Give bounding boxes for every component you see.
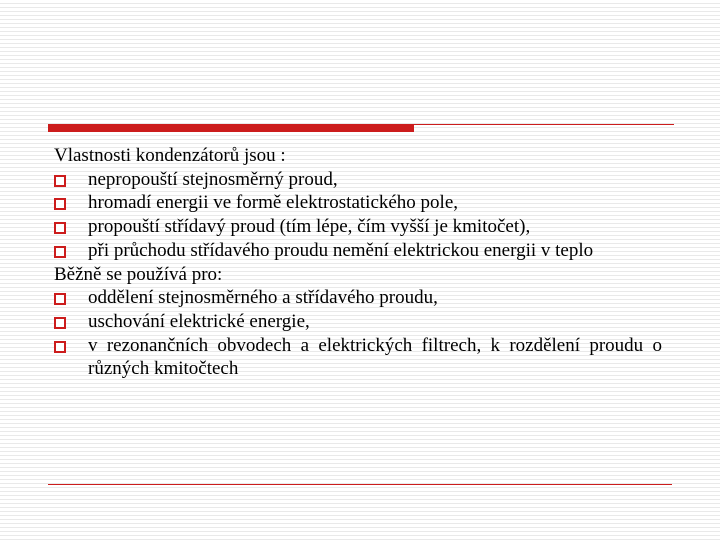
- list-item: [54, 286, 662, 310]
- hollow-square-bullet-icon: [54, 222, 66, 234]
- top-divider-accent: [48, 124, 414, 132]
- list-item-text: oddělení stejnosměrného a střídavého proudu,: [88, 287, 438, 309]
- hollow-square-bullet-icon: [54, 198, 66, 210]
- list-item-text: při průchodu střídavého proudu nemění elektrickou energii v teplo: [88, 239, 594, 261]
- list-item: [54, 168, 662, 192]
- list-item-text: uschování elektrické energie,: [88, 310, 310, 332]
- top-divider-line: [414, 124, 674, 125]
- hollow-square-bullet-icon: [54, 175, 66, 187]
- bottom-divider: [48, 484, 672, 485]
- usage-list: [54, 286, 662, 381]
- hollow-square-bullet-icon: [54, 246, 66, 258]
- usage-heading: Běžně se používá pro:: [54, 263, 223, 285]
- list-item-text: v rezonančních obvodech a elektrických filtrech, k rozdělení proudu o různých kmitočtech: [88, 334, 662, 380]
- list-item: [54, 239, 662, 263]
- hollow-square-bullet-icon: [54, 317, 66, 329]
- list-item-text: nepropouští stejnosměrný proud,: [88, 168, 338, 190]
- list-item: [54, 191, 662, 215]
- list-item: [54, 310, 662, 334]
- properties-heading: Vlastnosti kondenzátorů jsou :: [54, 145, 286, 166]
- top-divider: [48, 124, 674, 132]
- list-item-text: propouští střídavý proud (tím lépe, čím vyšší je kmitočet),: [88, 216, 531, 238]
- list-item: [54, 334, 662, 381]
- list-item-text: hromadí energii ve formě elektrostatického pole,: [88, 192, 459, 214]
- hollow-square-bullet-icon: [54, 341, 66, 353]
- hollow-square-bullet-icon: [54, 293, 66, 305]
- list-item: [54, 215, 662, 239]
- properties-list: [54, 168, 662, 263]
- slide-body: [54, 144, 662, 381]
